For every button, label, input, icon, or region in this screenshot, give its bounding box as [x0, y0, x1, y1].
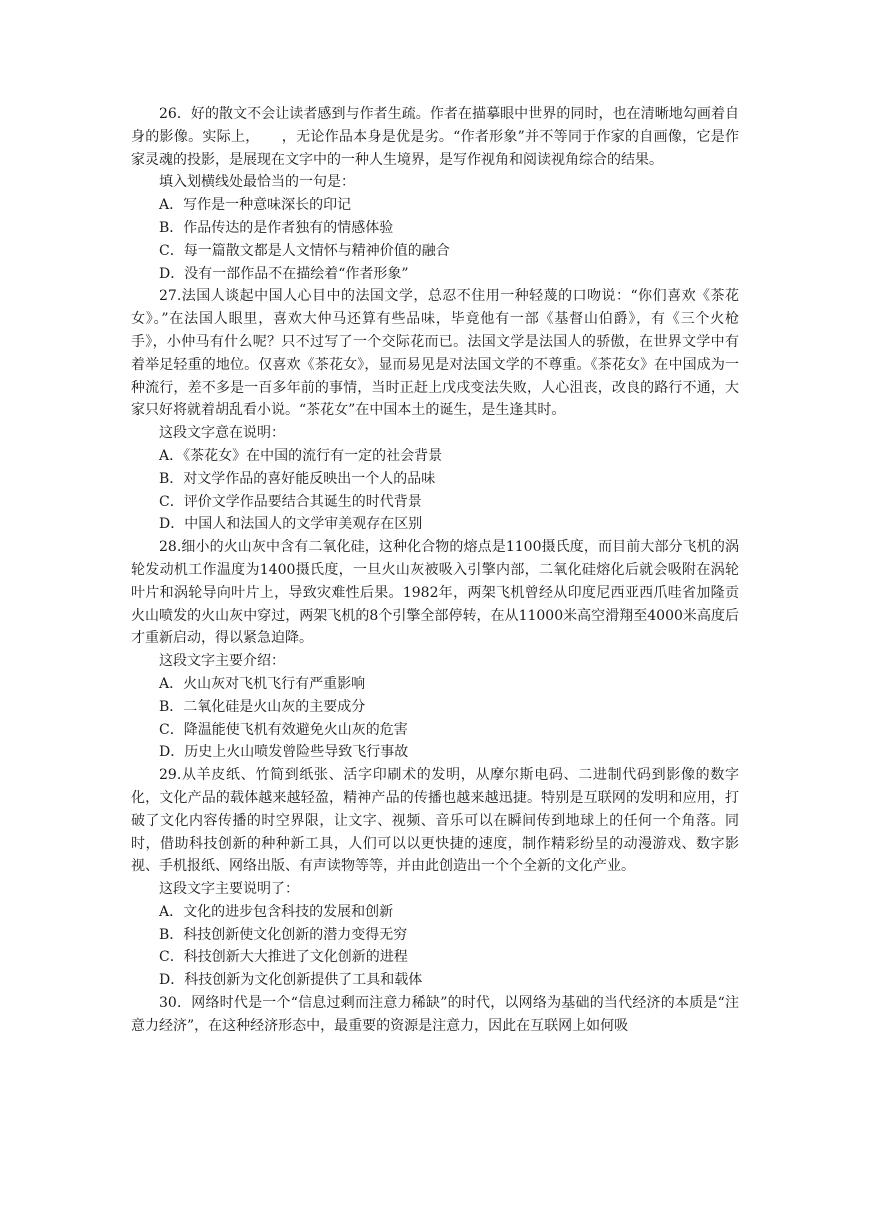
question-26-stem: [131, 103, 739, 171]
question-28-option-b: B．二氧化硅是火山灰的主要成分: [159, 698, 366, 715]
question-26-stem-before: 26．好的散文不会让读者感到与作者生疏。作者在描摹眼中世界的同时，也在清晰地勾画着自身的影像。实际上，: [131, 106, 739, 145]
question-28-option-d: D．历史上火山喷发曾险些导致飞行事故: [159, 744, 409, 761]
exam-page: [131, 103, 739, 1038]
question-27-option-c: C．评价文学作品要结合其诞生的时代背景: [159, 493, 422, 510]
question-29-option-a: A．文化的进步包含科技的发展和创新: [159, 903, 394, 920]
question-27-option-a: A．《茶花女》在中国的流行有一定的社会背景: [159, 447, 443, 464]
question-26-option-b: B．作品传达的是作者独有的情感体验: [159, 219, 394, 236]
question-27-option-d: D．中国人和法国人的文学审美观存在区别: [159, 516, 423, 533]
question-26-prompt: 填入划横线处最恰当的一句是：: [159, 174, 355, 191]
question-29-option-b: B．科技创新使文化创新的潜力变得无穷: [159, 926, 408, 943]
question-30-stem: 30．网络时代是一个“信息过剩而注意力稀缺”的时代，以网络为基础的当代经济的本质是“注意力经济”，在这种经济形态中，最重要的资源是注意力，因此在互联网上如何吸: [131, 995, 739, 1034]
question-29-option-c: C．科技创新大大推进了文化创新的进程: [159, 949, 408, 966]
question-26-option-a: A．写作是一种意味深长的印记: [159, 197, 352, 214]
question-28-prompt: 这段文字主要介绍：: [159, 653, 285, 670]
question-29-option-d: D．科技创新为文化创新提供了工具和载体: [159, 972, 423, 989]
question-29-prompt: 这段文字主要说明了：: [159, 881, 299, 898]
question-27-option-b: B．对文学作品的喜好能反映出一个人的品味: [159, 470, 436, 487]
question-26-option-c: C．每一篇散文都是人文情怀与精神价值的融合: [159, 242, 450, 259]
question-26-stem-after: ，无论作品本身是优是劣。“作者形象”并不等同于作家的自画像，它是作家灵魂的投影，是展现在文字中的一种人生境界，是写作视角和阅读视角综合的结果。: [131, 128, 739, 168]
question-28-option-c: C．降温能使飞机有效避免火山灰的危害: [159, 721, 408, 738]
question-27-stem: 27.法国人谈起中国人心目中的法国文学，总忍不住用一种轻蔑的口吻说：“你们喜欢《茶花女》。”在法国人眼里，喜欢大仲马还算有些品味，毕竟他有一部《基督山伯爵》，有《三个火枪手》，小仲马有什么呢？只不过写了一个交际花而已。法国文学是法国人的骄傲，在世界文学中有着举足轻重的地位。仅喜欢《茶花女》，显而易见是对法国文学的不尊重。《茶花女》在中国成为一种流行，差不多是一百多年前的事情，当时正赶上戊戌变法失败，人心沮丧，改良的路行不通，大家只好将就着胡乱看小说。“茶花女”在中国本土的诞生，是生逢其时。: [131, 288, 739, 419]
question-29-stem: 29.从羊皮纸、竹简到纸张、活字印刷术的发明，从摩尔斯电码、二进制代码到影像的数字化，文化产品的载体越来越轻盈，精神产品的传播也越来越迅捷。特别是互联网的发明和应用，打破了文化内容传播的时空界限，让文字、视频、音乐可以在瞬间传到地球上的任何一个角落。同时，借助科技创新的种种新工具，人们可以以更快捷的速度，制作精彩纷呈的动漫游戏、数字影视、手机报纸、网络出版、有声读物等等，并由此创造出一个个全新的文化产业。: [131, 767, 739, 875]
question-26-option-d: D．没有一部作品不在描绘着“作者形象”: [159, 265, 409, 282]
question-27-prompt: 这段文字意在说明：: [159, 425, 285, 442]
question-28-stem: 28.细小的火山灰中含有二氧化硅，这种化合物的熔点是1100摄氏度，而目前大部分飞机的涡轮发动机工作温度为1400摄氏度，一旦火山灰被吸入引擎内部，二氧化硅熔化后就会吸附在涡轮叶片和涡轮导向叶片上，导致灾难性后果。1982年，两架飞机曾经从印度尼西亚西爪哇省加隆贡火山喷发的火山灰中穿过，两架飞机的8个引擎全部停转，在从11000米高空滑翔至4000米高度后才重新启动，得以紧急迫降。: [131, 539, 739, 647]
question-28-option-a: A．火山灰对飞机飞行有严重影响: [159, 675, 366, 692]
